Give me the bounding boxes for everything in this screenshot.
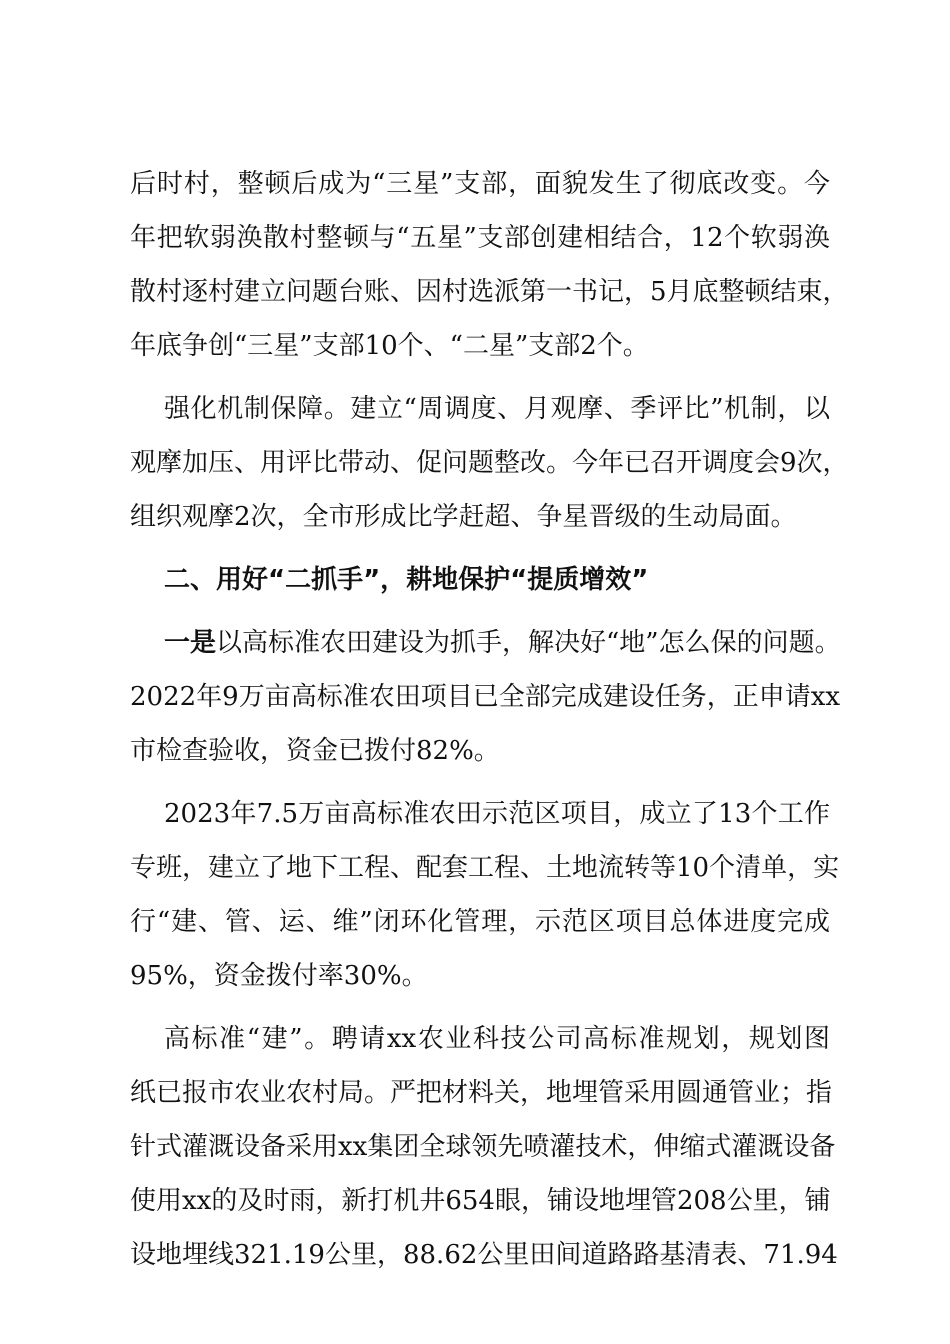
paragraph-high-standard-build	[130, 1012, 838, 1282]
text-line: 高标准“建”。聘请xx农业科技公司高标准规划，规划图	[164, 1024, 830, 1054]
text-line: 组织观摩2次，全市形成比学赶超、争星晋级的生动局面。	[130, 502, 797, 532]
text-line: 市检查验收，资金已拨付82%。	[130, 736, 500, 766]
text-line: 后时村，整顿后成为“三星”支部，面貌发生了彻底改变。今	[130, 169, 830, 199]
text-line: 观摩加压、用评比带动、促问题整改。今年已召开调度会9次，	[130, 448, 849, 478]
text-line: 2023年7.5万亩高标准农田示范区项目，成立了13个工作	[164, 799, 830, 829]
text-line: 设地埋线321.19公里，88.62公里田间道路路基清表、71.94	[130, 1240, 838, 1270]
text-line: 专班，建立了地下工程、配套工程、土地流转等10个清单，实	[130, 853, 840, 883]
text-line	[130, 616, 841, 670]
text-line: 2022年9万亩高标准农田项目已全部完成建设任务，正申请xx	[130, 682, 841, 712]
paragraph-rectification	[130, 157, 849, 373]
paragraph-farmland-construction	[130, 616, 841, 778]
section-heading: 二、用好“二抓手”，耕地保护“提质增效”	[164, 565, 649, 595]
text-line: 行“建、管、运、维”闭环化管理，示范区项目总体进度完成	[130, 907, 830, 937]
document-page	[130, 157, 849, 1282]
text-span: 以高标准农田建设为抓手，解决好“地”怎么保的问题。	[216, 628, 841, 658]
paragraph-mechanism	[130, 382, 849, 544]
text-line: 年把软弱涣散村整顿与“五星”支部创建相结合，12个软弱涣	[130, 223, 830, 253]
text-line: 使用xx的及时雨，新打机井654眼，铺设地埋管208公里，铺	[130, 1186, 831, 1216]
lead-phrase: 一是	[164, 628, 217, 658]
text-line: 针式灌溉设备采用xx集团全球领先喷灌技术，伸缩式灌溉设备	[130, 1132, 836, 1162]
text-line: 年底争创“三星”支部10个、“二星”支部2个。	[130, 331, 649, 361]
text-line: 纸已报市农业农村局。严把材料关，地埋管采用圆通管业；指	[130, 1078, 833, 1108]
paragraph-demo-zone	[130, 787, 840, 1003]
text-line: 散村逐村建立问题台账、因村选派第一书记，5月底整顿结束，	[130, 277, 849, 307]
text-line: 强化机制保障。建立“周调度、月观摩、季评比”机制，以	[164, 394, 830, 424]
text-line: 95%，资金拨付率30%。	[130, 961, 428, 991]
